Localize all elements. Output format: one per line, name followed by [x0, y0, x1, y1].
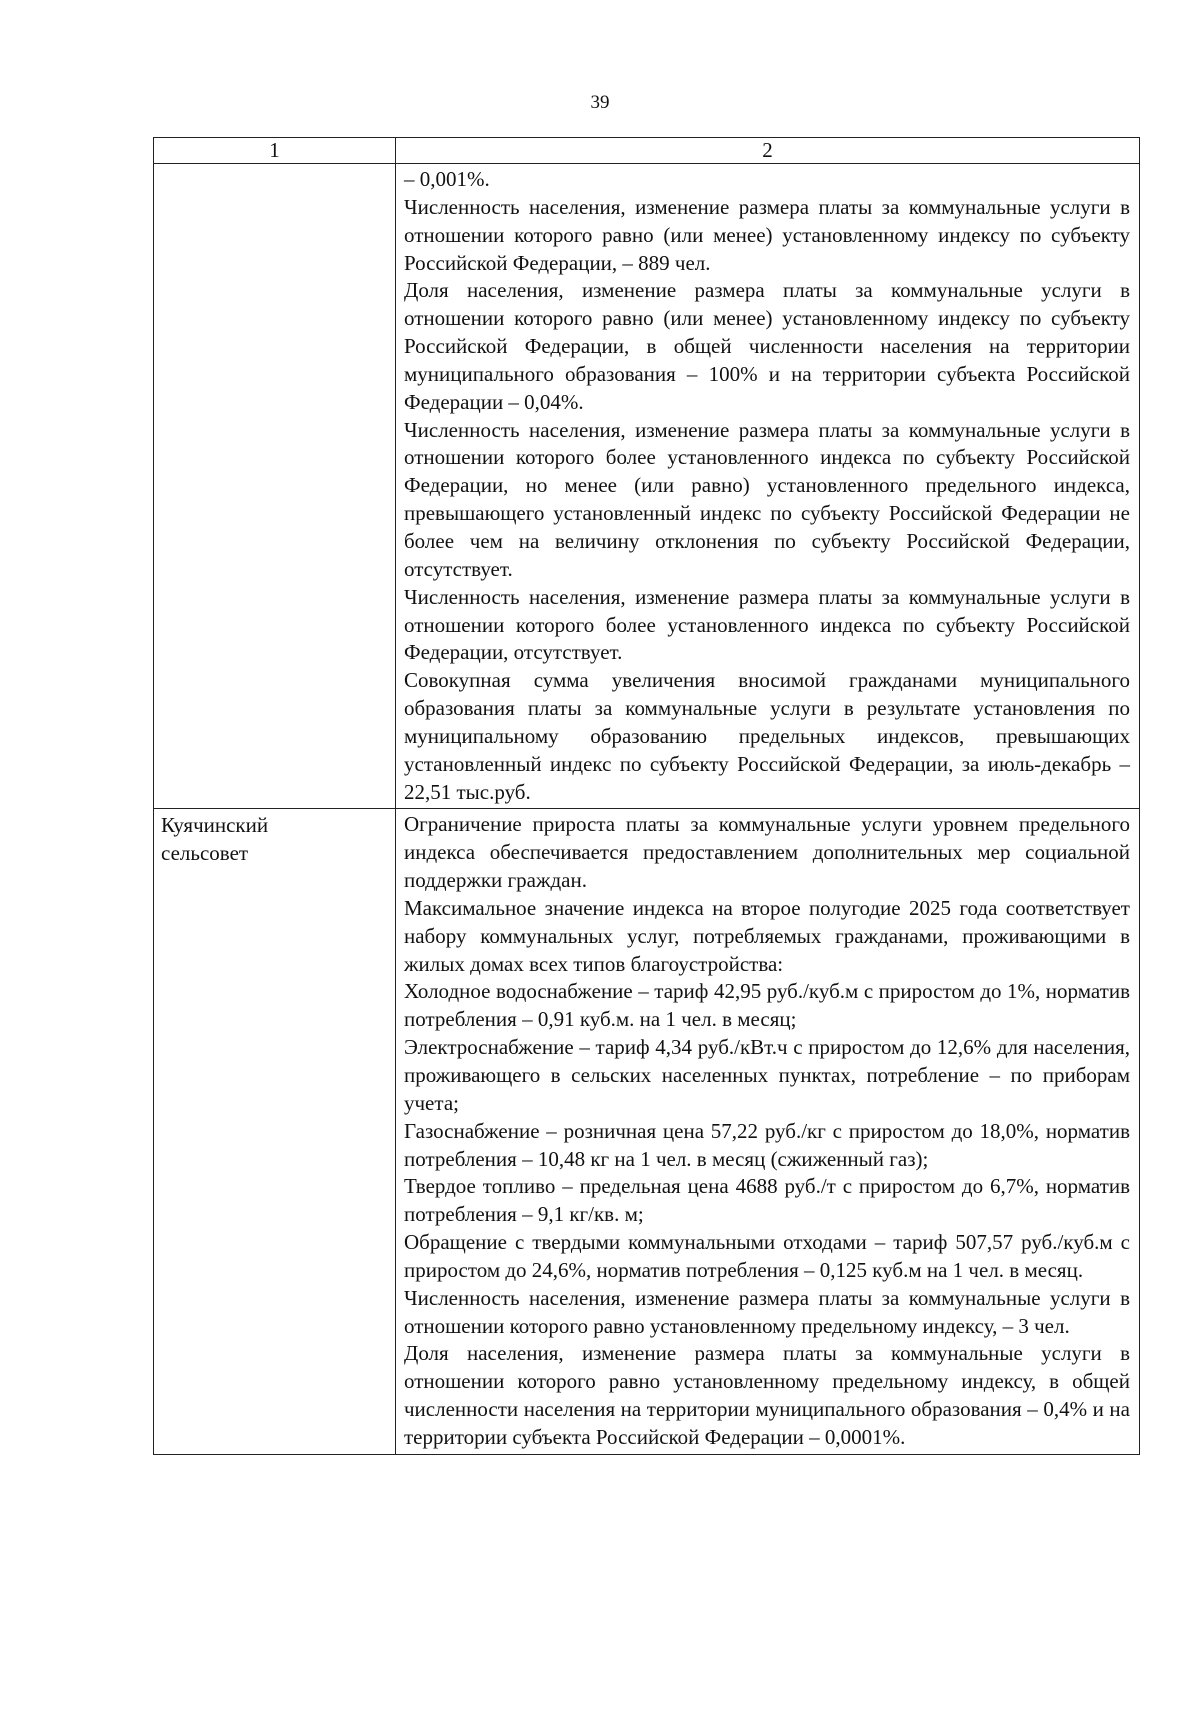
paragraph: Ограничение прироста платы за коммунальные услуги уровнем предельного индекса обеспечивается предоставлением дополнительных мер социальной поддержки граждан.	[404, 812, 1130, 893]
paragraph: – 0,001%.	[404, 167, 490, 191]
paragraph: Максимальное значение индекса на второе полугодие 2025 года соответствует набору коммунальных услуг, потребляемых гражданами, проживающими в жилых домах всех типов благоустройства:	[404, 895, 1130, 976]
table-row	[154, 164, 1140, 809]
column-header-1: 1	[154, 138, 396, 164]
paragraph: Доля населения, изменение размера платы за коммунальные услуги в отношении которого равно (или менее) установленному индексу по субъекту Российской Федерации, в общей численности населения на территории муниципального образования – 100% и на территории субъекта Российской Федерации – 0,04%.	[404, 278, 1130, 414]
description-cell	[396, 164, 1140, 809]
table-row	[154, 809, 1140, 1454]
paragraph: Электроснабжение – тариф 4,34 руб./кВт.ч с приростом до 12,6% для населения, проживающего в сельских населенных пунктах, потребление – по приборам учета;	[404, 1035, 1130, 1115]
data-table	[153, 137, 1140, 1455]
municipality-cell	[154, 809, 396, 1454]
paragraph: Газоснабжение – розничная цена 57,22 руб./кг с приростом до 18,0%, норматив потребления – 10,48 кг на 1 чел. в месяц (сжиженный газ);	[404, 1118, 1130, 1171]
description-cell	[396, 809, 1140, 1454]
column-header-2: 2	[396, 138, 1140, 164]
paragraph: Численность населения, изменение размера платы за коммунальные услуги в отношении которого более установленного индекса по субъекту Российской Федерации, отсутствует.	[404, 584, 1130, 665]
paragraph: Численность населения, изменение размера платы за коммунальные услуги в отношении которого равно установленному предельному индексу, – 3 чел.	[404, 1285, 1130, 1338]
table-header-row	[154, 138, 1140, 164]
municipality-name-line: Куячинский	[161, 813, 269, 838]
paragraph: Совокупная сумма увеличения вносимой гражданами муниципального образования платы за коммунальные услуги в результате установления по муниципальному образованию предельных индексов, превышающих установленный индекс по субъекту Российской Федерации, за июль-декабрь – 22,51 тыс.руб.	[404, 668, 1130, 804]
municipality-name-line: сельсовет	[161, 841, 249, 866]
paragraph: Твердое топливо – предельная цена 4688 руб./т с приростом до 6,7%, норматив потребления – 9,1 кг/кв. м;	[404, 1174, 1130, 1227]
paragraph: Численность населения, изменение размера платы за коммунальные услуги в отношении которого более установленного индекса по субъекту Российской Федерации, но менее (или равно) установленного предельного индекса, превышающего установленный индекс по субъекту Российской Федерации не более чем на величину отклонения по субъекту Российской Федерации, отсутствует.	[404, 417, 1130, 581]
paragraph: Холодное водоснабжение – тариф 42,95 руб./куб.м с приростом до 1%, норматив потребления – 0,91 куб.м. на 1 чел. в месяц;	[404, 979, 1130, 1032]
paragraph: Численность населения, изменение размера платы за коммунальные услуги в отношении которого равно (или менее) установленному индексу по субъекту Российской Федерации, – 889 чел.	[404, 194, 1130, 275]
paragraph: Обращение с твердыми коммунальными отходами – тариф 507,57 руб./куб.м с приростом до 24,6%, норматив потребления – 0,125 куб.м на 1 чел. в месяц.	[404, 1230, 1130, 1282]
page-number: 39	[590, 92, 610, 113]
municipality-cell	[154, 164, 396, 809]
paragraph: Доля населения, изменение размера платы за коммунальные услуги в отношении которого равно установленному предельному индексу, в общей численности населения на территории муниципального образования – 0,4% и на территории субъекта Российской Федерации – 0,0001%.	[404, 1341, 1130, 1449]
